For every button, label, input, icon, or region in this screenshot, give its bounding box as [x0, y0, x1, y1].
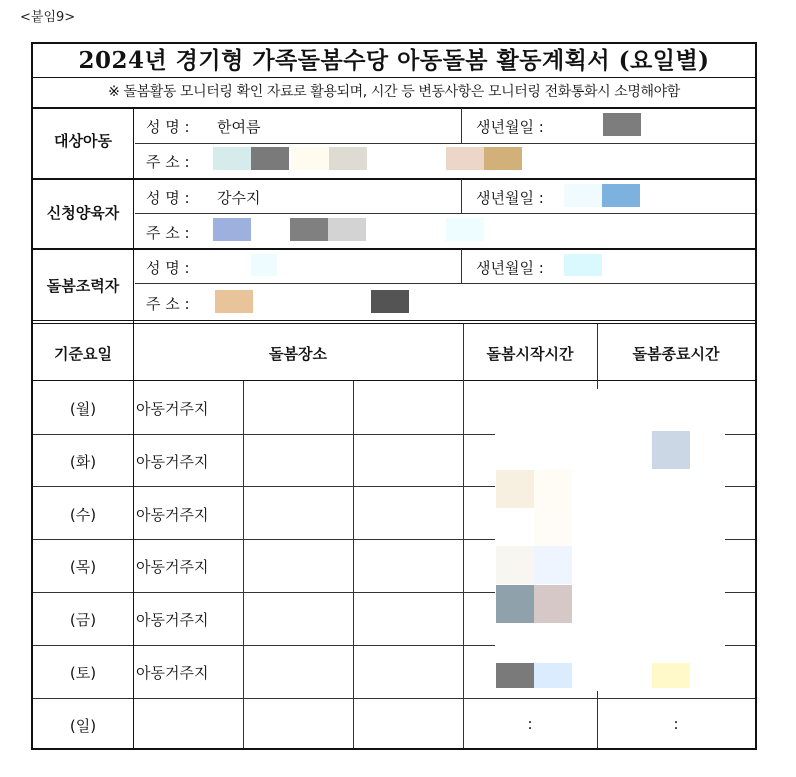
header-day: 기준요일 [54, 345, 112, 363]
child-address-label: 주 소 : [146, 153, 190, 171]
rule [461, 108, 462, 144]
activity-plan-form [31, 42, 757, 750]
section-heading-helper: 돌봄조력자 [46, 277, 120, 295]
header-start-time: 돌봄시작시간 [486, 345, 574, 363]
applicant-birth-label: 생년월일 : [476, 189, 544, 207]
redacted-address [291, 147, 329, 170]
section-heading-child: 대상아동 [54, 132, 112, 150]
attachment-label: <붙임9> [20, 10, 76, 25]
rule [133, 324, 134, 748]
redacted-area [495, 389, 725, 691]
start-time-sun: : [527, 715, 533, 733]
redacted-name [251, 254, 277, 276]
redacted-time [534, 585, 572, 623]
child-name-value: 한여름 [217, 118, 261, 136]
redacted-address [446, 147, 484, 170]
place-fri: 아동거주지 [136, 611, 209, 629]
form-title: 2024년 경기형 가족돌봄수당 아동돌봄 활동계획서 (요일별) [78, 47, 710, 74]
redacted-birthdate [564, 184, 602, 207]
rule [33, 698, 755, 699]
rule [243, 381, 244, 748]
rule [33, 323, 755, 324]
redacted-time [534, 663, 572, 688]
redacted-birthdate [564, 254, 602, 276]
day-mon: (월) [69, 400, 97, 418]
helper-name-label: 성 명 : [146, 259, 190, 277]
redacted-address [213, 147, 251, 170]
rule [33, 107, 755, 109]
rule [133, 108, 134, 323]
redacted-time [652, 663, 690, 688]
rule [353, 381, 354, 748]
day-thu: (목) [69, 558, 97, 576]
rule [33, 77, 755, 78]
rule [135, 143, 755, 144]
helper-birth-label: 생년월일 : [476, 259, 544, 277]
day-tue: (화) [69, 453, 97, 471]
redacted-address [484, 147, 522, 170]
header-end-time: 돌봄종료시간 [632, 345, 720, 363]
helper-address-label: 주 소 : [146, 295, 190, 313]
redacted-address [251, 147, 289, 170]
redacted-address [446, 218, 484, 241]
redacted-birthdate [602, 184, 640, 207]
form-note: ※ 돌봄활동 모니터링 확인 자료로 활용되며, 시간 등 변동사항은 모니터링 전화통화시 소명해야함 [108, 84, 680, 100]
redacted-address [329, 147, 367, 170]
rule [33, 320, 755, 321]
day-sun: (일) [69, 717, 97, 735]
redacted-time [496, 585, 534, 623]
applicant-name-label: 성 명 : [146, 189, 190, 207]
header-place: 돌봄장소 [269, 345, 327, 363]
rule [461, 179, 462, 214]
rule [135, 283, 755, 284]
rule [461, 249, 462, 284]
redacted-address [371, 290, 409, 313]
applicant-address-label: 주 소 : [146, 224, 190, 242]
redacted-time [534, 508, 572, 546]
child-birth-label: 생년월일 : [476, 118, 544, 136]
place-mon: 아동거주지 [136, 400, 209, 418]
day-fri: (금) [69, 611, 97, 629]
redacted-address [215, 290, 253, 313]
redacted-time [534, 546, 572, 584]
applicant-name-value: 강수지 [217, 189, 261, 207]
place-wed: 아동거주지 [136, 506, 209, 524]
redacted-time [496, 663, 534, 688]
rule [33, 178, 755, 180]
rule [463, 324, 464, 748]
redacted-time [496, 470, 534, 508]
child-name-label: 성 명 : [146, 118, 190, 136]
redacted-address [213, 218, 251, 241]
redacted-time [534, 470, 572, 508]
rule [33, 248, 755, 250]
rule [33, 380, 755, 381]
place-tue: 아동거주지 [136, 453, 209, 471]
place-thu: 아동거주지 [136, 558, 209, 576]
day-wed: (수) [69, 506, 97, 524]
rule [135, 213, 755, 214]
redacted-address [328, 218, 366, 241]
redacted-address [290, 218, 328, 241]
redacted-time [652, 431, 690, 469]
redacted-birthdate [603, 113, 641, 136]
section-heading-applicant: 신청양육자 [46, 204, 120, 222]
redacted-time [496, 546, 534, 584]
end-time-sun: : [673, 715, 679, 733]
day-sat: (토) [69, 664, 97, 682]
place-sat: 아동거주지 [136, 664, 209, 682]
